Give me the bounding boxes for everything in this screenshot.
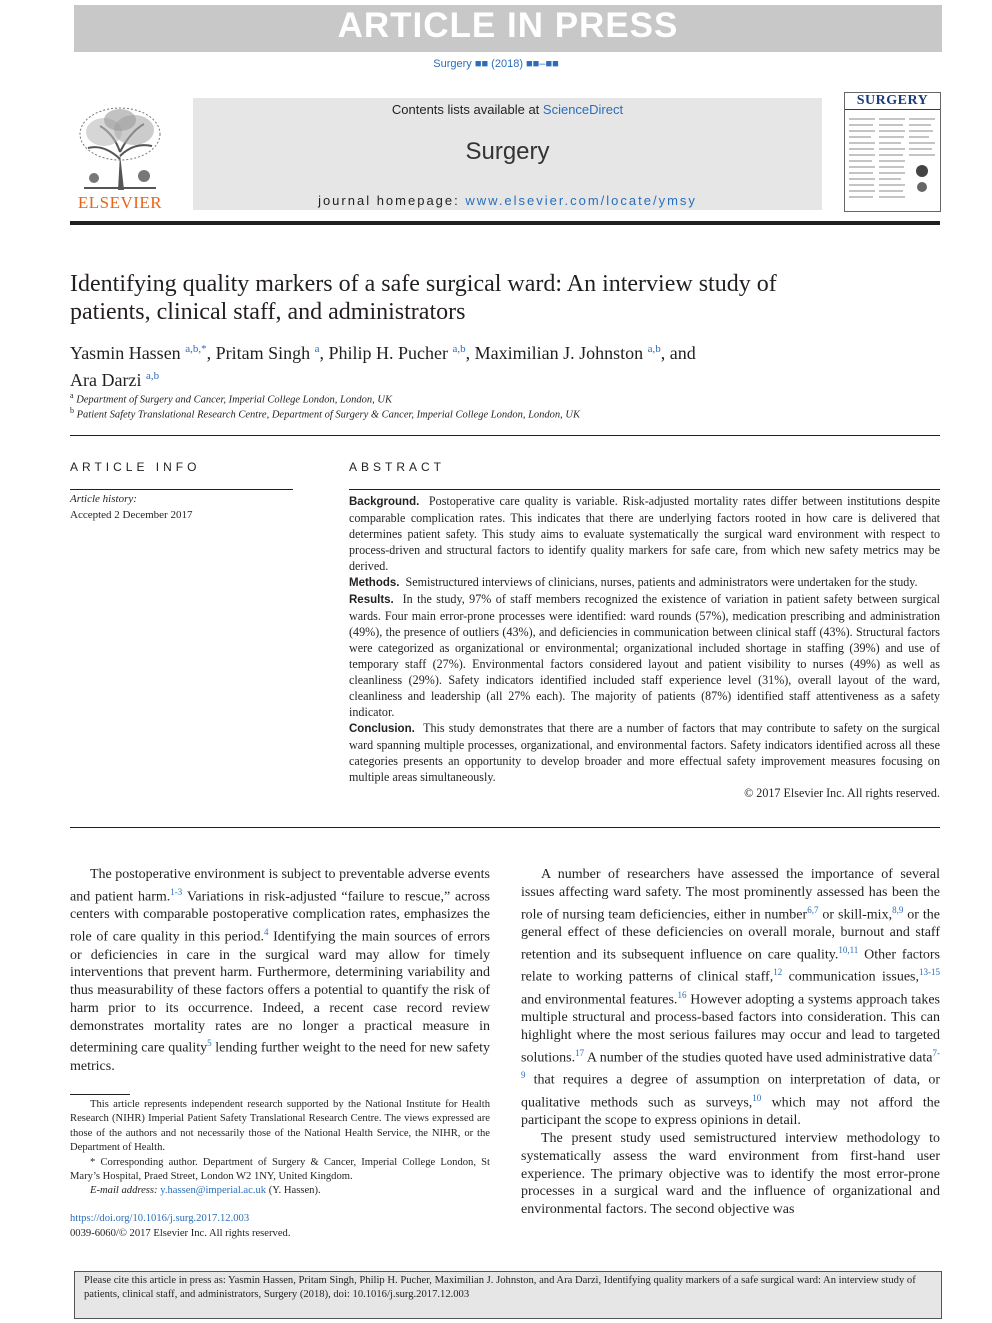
affiliation-label: b xyxy=(70,406,74,415)
author-separator: , xyxy=(465,343,475,363)
abstract-results xyxy=(349,591,940,720)
contents-line xyxy=(193,102,822,117)
reference-link[interactable]: 1-3 xyxy=(170,886,183,897)
email-note xyxy=(70,1184,490,1198)
abstract-divider xyxy=(349,489,940,490)
article-history-label: Article history: xyxy=(70,493,137,505)
body-text: or skill-mix, xyxy=(818,907,893,923)
body-paragraph xyxy=(521,866,940,1130)
reference-link[interactable]: 5 xyxy=(207,1038,212,1049)
email-owner: (Y. Hassen). xyxy=(266,1185,321,1197)
body-text: A number of researchers have assessed the importance of several issues affecting ward safety. The most prominently assessed has been the role of nursing team deficiencies, either in number xyxy=(521,867,940,923)
affiliation-b xyxy=(70,406,580,421)
footnote-divider xyxy=(70,1094,130,1095)
article-title: Identifying quality markers of a safe surgical ward: An interview study of patients, clinical staff, and administrators xyxy=(70,271,777,325)
author-affiliation-mark[interactable]: a,b xyxy=(145,370,160,382)
contents-prefix: Contents lists available at xyxy=(391,102,543,117)
body-text: Identifying the main sources of errors or deficiencies in care in the surgical ward may allow for timely interventions that prevent harm. Furthermore, determining variability and thus measurability of these factors offers a potential to quantify the risk of harm prior to its occurrence. Indeed, a recent case record review demonstrates mortality rates are no longer a practical measure in determining care quality xyxy=(70,929,490,1057)
conclusion-label: Conclusion. xyxy=(349,723,415,735)
abstract-bottom-divider xyxy=(70,827,940,828)
author-name[interactable]: Philip H. Pucher xyxy=(328,343,453,363)
conclusion-text: This study demonstrates that there are a number of factors that may contribute to safety on the surgical ward spanning multiple processes, organizational, and environmental factors. Safety indicators identified across all these categories presents an opportunity to develop broader and more effectual safety improvement measures focusing on multiple areas simultaneously. xyxy=(349,721,940,784)
body-text: However adopting a systems approach takes multiple structural and process-based factors into consideration. This can highlight where the most serious failures may occur and lead to targeted solutions. xyxy=(521,992,940,1066)
abstract-heading: ABSTRACT xyxy=(349,460,446,474)
methods-label: Methods. xyxy=(349,577,400,589)
body-text: The postoperative environment is subject to preventable adverse events and patient harm. xyxy=(70,867,490,905)
affiliation-text: Department of Surgery and Cancer, Imperial College London, London, UK xyxy=(76,394,392,406)
affiliation-text: Patient Safety Translational Research Centre, Department of Surgery & Cancer, Imperial College London, London, UK xyxy=(76,409,580,421)
affiliations-divider xyxy=(70,435,940,436)
article-info-divider xyxy=(70,489,293,490)
doi-link[interactable]: https://doi.org/10.1016/j.surg.2017.12.003 xyxy=(70,1213,250,1224)
cover-title: SURGERY xyxy=(845,93,940,110)
body-text: that requires a degree of assumption on interpretation of data, or qualitative methods such as surveys, xyxy=(521,1072,940,1111)
reference-link[interactable]: 17 xyxy=(575,1047,585,1058)
elsevier-logo[interactable] xyxy=(70,100,170,212)
author-separator: , xyxy=(319,343,329,363)
cover-contents-graphic xyxy=(849,115,936,207)
author-name[interactable]: Maximilian J. Johnston xyxy=(474,343,648,363)
author-name[interactable]: Yasmin Hassen xyxy=(70,343,186,363)
author-name[interactable]: Pritam Singh xyxy=(215,343,315,363)
corresponding-text: Corresponding author. Department of Surgery & Cancer, Imperial College London, St Mary’s Hospital, Praed Street, London W2 1NY, United Kingdom. xyxy=(70,1156,490,1183)
body-text: and environmental features. xyxy=(521,992,678,1008)
results-label: Results. xyxy=(349,594,394,606)
affiliation-a xyxy=(70,391,392,406)
body-text: which may not afford the participant the scope to express opinions in detail. xyxy=(521,1095,940,1129)
author-affiliation-mark[interactable]: a,b,* xyxy=(185,343,207,355)
body-text: Other factors relate to working patterns of clinical staff, xyxy=(521,947,941,985)
reference-link[interactable]: 8,9 xyxy=(892,904,904,915)
homepage-link[interactable]: www.elsevier.com/locate/ymsy xyxy=(465,193,697,208)
background-text: Postoperative care quality is variable. Risk-adjusted mortality rates differ between institutions despite comparable complication rates. This indicates that there are underlying factors rooted in how care is delivered that determines patient safety. This study aims to evaluate systematically the surgical ward environment with respect to process-driven and structural factors to identify quality markers for safe care, from which new safety metrics may be derived. xyxy=(349,494,941,573)
abstract-body xyxy=(349,493,940,801)
reference-link[interactable]: 12 xyxy=(773,967,783,978)
affiliation-label: a xyxy=(70,391,74,400)
reference-link[interactable]: 10,11 xyxy=(838,944,859,955)
body-paragraph xyxy=(70,866,490,1076)
abstract-copyright: © 2017 Elsevier Inc. All rights reserved. xyxy=(744,786,940,800)
elsevier-tree-icon xyxy=(74,104,166,192)
reference-link[interactable]: 7-9 xyxy=(521,1047,940,1081)
author-name[interactable]: Ara Darzi xyxy=(70,370,146,390)
author-affiliation-mark[interactable]: a,b xyxy=(452,343,466,355)
author-affiliation-mark[interactable]: a xyxy=(314,343,320,355)
doi-line xyxy=(70,1212,490,1226)
background-label: Background. xyxy=(349,496,420,508)
email-label: E-mail address: xyxy=(90,1185,161,1197)
reference-link[interactable]: 6,7 xyxy=(807,904,819,915)
journal-homepage xyxy=(193,193,822,208)
article-in-press-label: ARTICLE IN PRESS xyxy=(337,6,679,45)
body-text: lending further weight to the need for new safety metrics. xyxy=(70,1041,490,1074)
results-text: In the study, 97% of staff members recognized the existence of variation in patient safety between surgical wards. Four main error-prone processes were identified: ward rounds (57%), medication prescribing and administration (49%), the presence of outliers (43%), and deficiencies in communication between clinical staff (43%). Structural factors were categorized as organizational or environmental; organizational included shortage in staffing (39%) and use of temporary staff (27%). Environmental factors considered layout and patient visibility to nurses (49%) as well as cleanliness (29%). Safety indicators identified included staff experience level (31%), overall layout of the ward, cleanliness and leadership (all 27% each). The majority of patients (87%) identified staff attentiveness as a safety indicator. xyxy=(349,592,940,719)
body-right-column xyxy=(521,866,940,1219)
reference-link[interactable]: 10 xyxy=(752,1092,762,1103)
journal-citation-link[interactable]: Surgery ■■ (2018) ■■–■■ xyxy=(433,58,559,70)
abstract-methods xyxy=(349,574,940,591)
reference-link[interactable]: 16 xyxy=(677,989,687,1000)
author-separator: , xyxy=(206,343,216,363)
author-affiliation-mark[interactable]: a,b xyxy=(647,343,661,355)
abstract-conclusion xyxy=(349,720,940,785)
body-paragraph: The present study used semistructured interview methodology to systematically assess the ward environment from first-hand user experience. The primary objective was to identify the most error-prone processes in a surgical ward and the influence of organizational and environmental factors. The second objective was xyxy=(521,1130,940,1218)
methods-text: Semistructured interviews of clinicians, nurses, patients and administrators were undertaken for the study. xyxy=(405,575,918,589)
reference-link[interactable]: 13-15 xyxy=(919,967,940,978)
article-info-heading: ARTICLE INFO xyxy=(70,460,201,474)
author-separator: , and xyxy=(660,343,696,363)
body-text: Variations in risk-adjusted “failure to rescue,” across centers with comparable postoperative complication rates, emphasizes the role of care quality in this period. xyxy=(70,889,491,945)
body-text: communication issues, xyxy=(782,969,919,985)
body-text: A number of the studies quoted have used administrative data xyxy=(584,1050,933,1066)
journal-cover-thumbnail[interactable] xyxy=(844,92,941,212)
header-divider xyxy=(70,221,940,225)
abstract-background xyxy=(349,493,940,574)
body-text: or the general effect of these deficiencies on overall morale, burnout and staff retention and its subsequent influence on care quality. xyxy=(521,907,940,963)
funding-note: This article represents independent research supported by the National Institute for Health Research (NIHR) Imperial Patient Safety Translational Research Centre. The views expressed are those of the authors and not necessarily those of the National Health Service, the NIHR, or the Department of Health. xyxy=(70,1099,490,1154)
journal-title: Surgery xyxy=(465,138,550,165)
accepted-date: Accepted 2 December 2017 xyxy=(70,509,193,521)
homepage-prefix: journal homepage: xyxy=(318,193,466,208)
corresponding-author-note: * Corresponding author. Department of Surgery & Cancer, Imperial College London, St Mary’s Hospital, Praed Street, London W2 1NY, United Kingdom. xyxy=(70,1156,490,1183)
footnotes xyxy=(70,1098,490,1199)
sciencedirect-link[interactable]: ScienceDirect xyxy=(542,102,624,117)
author-list xyxy=(70,338,830,392)
elsevier-wordmark: ELSEVIER xyxy=(77,193,163,212)
reference-link[interactable]: 4 xyxy=(263,927,269,938)
email-link[interactable]: y.hassen@imperial.ac.uk xyxy=(160,1185,267,1197)
body-left-column xyxy=(70,866,490,1076)
cite-this-article-text: Please cite this article in press as: Yasmin Hassen, Pritam Singh, Philip H. Pucher, Maximilian J. Johnston, and Ara Darzi, Identifying quality markers of a safe surgical ward: An interview study of patients, clinical staff, and administrators, Surgery (2018), doi: 10.1016/j.surg.2017.12.003 xyxy=(84,1275,916,1300)
issn-line: 0039-6060/© 2017 Elsevier Inc. All rights reserved. xyxy=(70,1228,291,1239)
